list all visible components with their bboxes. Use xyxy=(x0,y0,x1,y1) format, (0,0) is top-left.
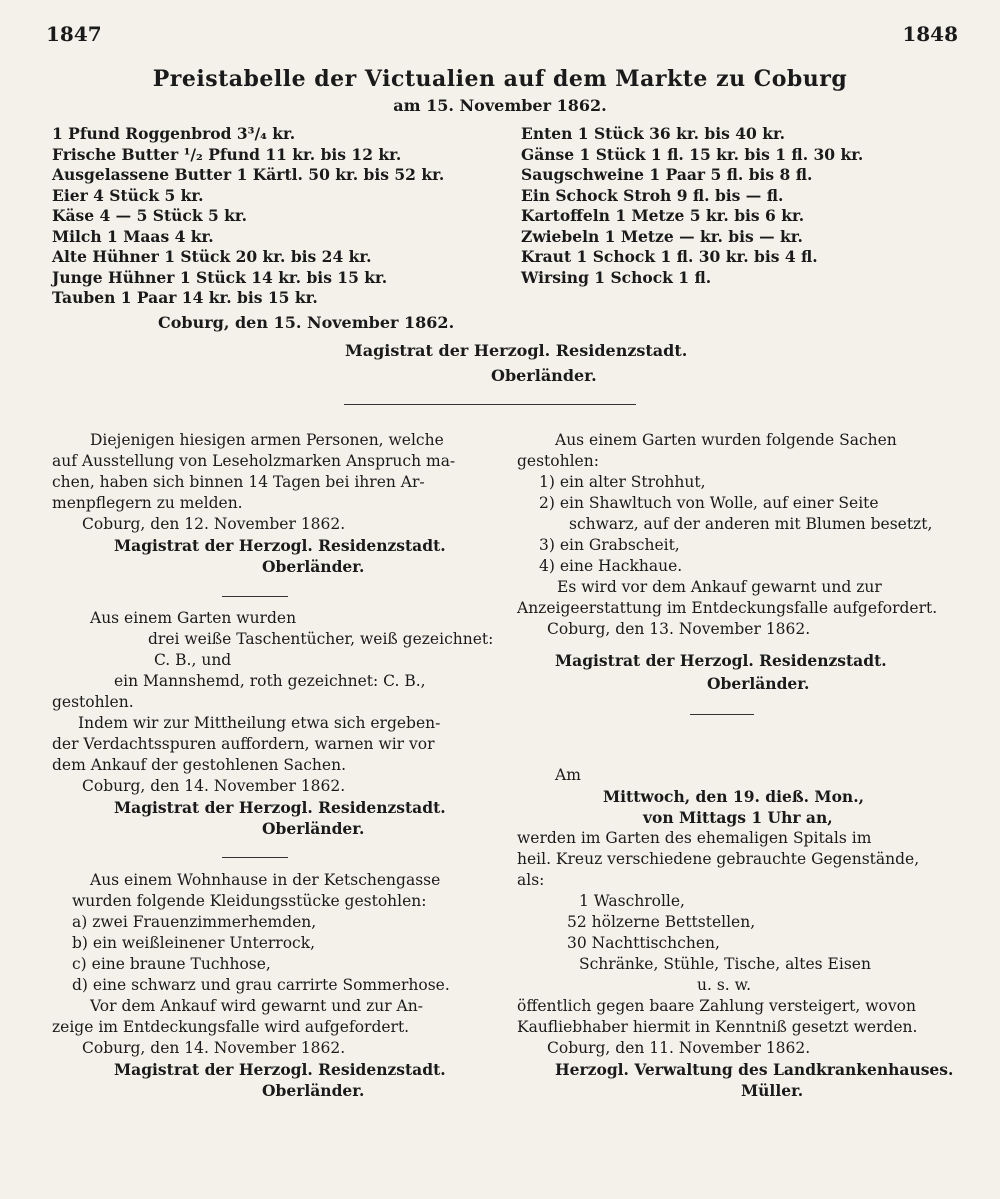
notice-text: C. B., und xyxy=(154,651,232,669)
notice-handkerchiefs xyxy=(52,608,494,839)
divider xyxy=(222,857,288,858)
price-table-date: am 15. November 1862. xyxy=(393,96,607,115)
notice-text: Kaufliebhaber hiermit in Kenntniß gesetzt werden. xyxy=(517,1018,918,1036)
price-item: Enten 1 Stück 36 kr. bis 40 kr. xyxy=(521,124,786,143)
list-item: 52 hölzerne Bettstellen, xyxy=(567,913,756,931)
place-date: Coburg, den 11. November 1862. xyxy=(547,1039,811,1057)
price-item: Kraut 1 Schock 1 fl. 30 kr. bis 4 fl. xyxy=(521,247,818,266)
list-item: d) eine schwarz und grau carrirte Sommerhose. xyxy=(72,976,450,994)
price-item: Saugschweine 1 Paar 5 fl. bis 8 fl. xyxy=(521,165,813,184)
authority: Magistrat der Herzogl. Residenzstadt. xyxy=(114,1060,446,1079)
list-item: 1) ein alter Strohhut, xyxy=(539,473,706,491)
divider xyxy=(690,714,754,715)
price-table-place-date: Coburg, den 15. November 1862. xyxy=(158,313,455,332)
signer: Oberländer. xyxy=(707,674,810,693)
price-item: Ausgelassene Butter 1 Kärtl. 50 kr. bis 52 kr. xyxy=(52,165,445,184)
list-item: 1 Waschrolle, xyxy=(579,892,685,910)
place-date: Coburg, den 12. November 1862. xyxy=(82,515,346,533)
price-item: Tauben 1 Paar 14 kr. bis 15 kr. xyxy=(52,288,318,307)
price-item: Zwiebeln 1 Metze — kr. bis — kr. xyxy=(521,226,803,246)
notice-text: wurden folgende Kleidungsstücke gestohlen: xyxy=(72,892,427,910)
authority: Herzogl. Verwaltung des Landkrankenhauses. xyxy=(555,1060,954,1079)
price-item: Junge Hühner 1 Stück 14 kr. bis 15 kr. xyxy=(52,267,388,287)
price-item: Gänse 1 Stück 1 fl. 15 kr. bis 1 fl. 30 kr. xyxy=(521,144,864,164)
notice-text: werden im Garten des ehemaligen Spitals im xyxy=(517,829,872,847)
price-item: Käse 4 — 5 Stück 5 kr. xyxy=(52,206,248,225)
notice-text: Diejenigen hiesigen armen Personen, welche xyxy=(90,431,444,449)
price-list-right xyxy=(521,124,863,288)
list-item: u. s. w. xyxy=(697,976,752,994)
list-item: 4) eine Hackhaue. xyxy=(539,557,683,575)
notice-garden xyxy=(517,430,957,694)
notice-text: ein Mannshemd, roth gezeichnet: C. B., xyxy=(114,672,426,690)
list-item: Schränke, Stühle, Tische, altes Eisen xyxy=(579,955,871,973)
list-item: 30 Nachttischchen, xyxy=(567,934,720,952)
price-table-title: Preistabelle der Victualien auf dem Markte zu Coburg xyxy=(152,66,848,92)
price-item: Wirsing 1 Schock 1 fl. xyxy=(521,267,712,287)
notice-text: Es wird vor dem Ankauf gewarnt und zur xyxy=(557,578,882,596)
place-date: Coburg, den 14. November 1862. xyxy=(82,1039,346,1057)
price-item: Milch 1 Maas 4 kr. xyxy=(52,226,214,246)
authority: Magistrat der Herzogl. Residenzstadt. xyxy=(114,798,446,817)
price-item: Frische Butter ¹/₂ Pfund 11 kr. bis 12 kr. xyxy=(52,144,402,164)
notice-text: Aus einem Wohnhause in der Ketschengasse xyxy=(90,871,441,889)
notice-poor xyxy=(52,430,487,577)
place-date: Coburg, den 14. November 1862. xyxy=(82,777,346,795)
list-item: 2) ein Shawltuch von Wolle, auf einer Seite xyxy=(539,494,879,512)
notice-text: gestohlen. xyxy=(52,693,134,711)
signer: Oberländer. xyxy=(262,819,365,838)
price-item: Eier 4 Stück 5 kr. xyxy=(52,185,204,205)
list-item: b) ein weißleinener Unterrock, xyxy=(72,934,316,952)
notice-text: Aus einem Garten wurden xyxy=(90,609,297,627)
notice-text: Indem wir zur Mittheilung etwa sich ergeben- xyxy=(78,714,441,732)
notice-text: heil. Kreuz verschiedene gebrauchte Gegenstände, xyxy=(517,850,920,868)
notice-text: auf Ausstellung von Leseholzmarken Anspruch ma- xyxy=(52,452,456,470)
notice-text: Anzeigeerstattung im Entdeckungsfalle aufgefordert. xyxy=(517,599,938,617)
divider xyxy=(344,404,636,405)
page-number-right: 1848 xyxy=(902,22,958,46)
signer: Müller. xyxy=(741,1081,804,1100)
notice-text: der Verdachtsspuren auffordern, warnen wir vor xyxy=(52,735,435,753)
auction-time: von Mittags 1 Uhr an, xyxy=(643,808,833,827)
price-table-signer: Oberländer. xyxy=(491,366,597,385)
notice-text: als: xyxy=(517,871,545,889)
price-item: Alte Hühner 1 Stück 20 kr. bis 24 kr. xyxy=(52,247,372,266)
notice-text: Am xyxy=(555,766,581,784)
signer: Oberländer. xyxy=(262,557,365,576)
notice-auction xyxy=(517,765,957,1101)
notice-clothing xyxy=(52,870,487,1101)
page-number-left: 1847 xyxy=(46,22,102,46)
notice-text: gestohlen: xyxy=(517,452,599,470)
signer: Oberländer. xyxy=(262,1081,365,1100)
list-item: a) zwei Frauenzimmerhemden, xyxy=(72,913,317,931)
price-item: Ein Schock Stroh 9 fl. bis — fl. xyxy=(521,185,784,205)
authority: Magistrat der Herzogl. Residenzstadt. xyxy=(114,536,446,555)
notice-text: dem Ankauf der gestohlenen Sachen. xyxy=(52,756,347,774)
price-item: 1 Pfund Roggenbrod 3³/₄ kr. xyxy=(52,124,296,143)
place-date: Coburg, den 13. November 1862. xyxy=(547,620,811,638)
list-item: c) eine braune Tuchhose, xyxy=(72,955,271,973)
auction-date: Mittwoch, den 19. dieß. Mon., xyxy=(603,787,864,806)
list-item: schwarz, auf der anderen mit Blumen besetzt, xyxy=(569,515,933,533)
notice-text: drei weiße Taschentücher, weiß gezeichnet: xyxy=(148,630,494,648)
notice-text: öffentlich gegen baare Zahlung versteigert, wovon xyxy=(517,997,916,1015)
notice-text: Vor dem Ankauf wird gewarnt und zur An- xyxy=(90,997,423,1015)
price-list-left xyxy=(52,124,444,309)
authority: Magistrat der Herzogl. Residenzstadt. xyxy=(555,651,887,670)
notice-text: menpflegern zu melden. xyxy=(52,494,243,512)
notice-text: chen, haben sich binnen 14 Tagen bei ihren Ar- xyxy=(52,473,425,491)
price-table-authority: Magistrat der Herzogl. Residenzstadt. xyxy=(345,341,688,360)
notice-text: Aus einem Garten wurden folgende Sachen xyxy=(555,431,897,449)
notice-text: zeige im Entdeckungsfalle wird aufgefordert. xyxy=(52,1018,410,1036)
divider xyxy=(222,596,288,597)
list-item: 3) ein Grabscheit, xyxy=(539,536,680,554)
price-item: Kartoffeln 1 Metze 5 kr. bis 6 kr. xyxy=(521,206,805,225)
